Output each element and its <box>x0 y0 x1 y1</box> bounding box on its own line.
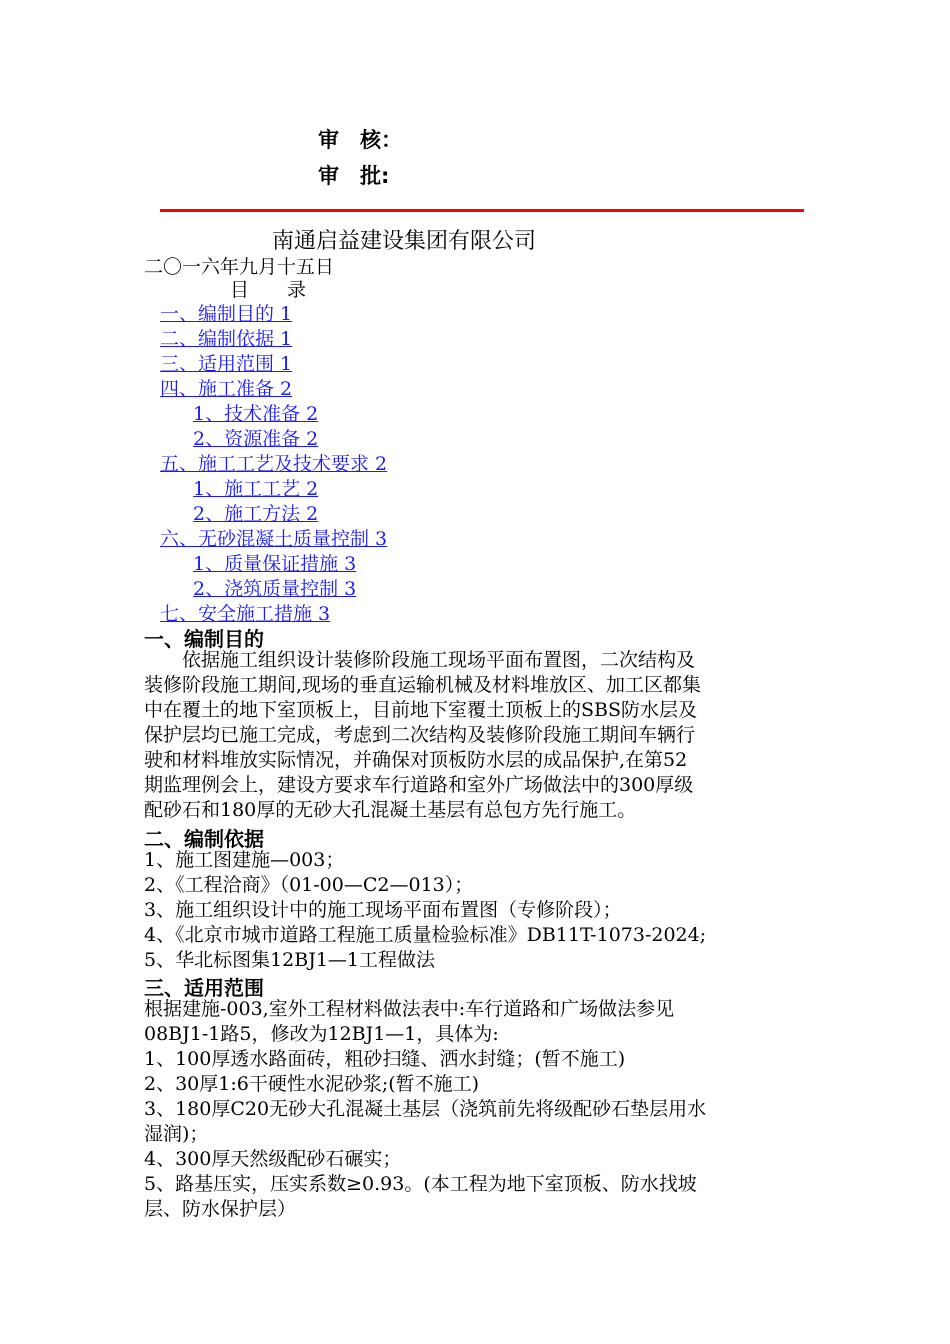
list-item: 2、30厚1:6干硬性水泥砂浆;(暂不施工) <box>144 1073 480 1095</box>
toc-link-method[interactable]: 2、施工方法 2 <box>193 503 319 525</box>
list-item: 2、《工程洽商》（01-00—C2—013）； <box>144 874 474 896</box>
section-body-purpose <box>144 648 804 823</box>
toc-link-purpose[interactable]: 一、编制目的 1 <box>160 303 293 325</box>
paragraph-line: 驶和材料堆放实际情况，并确保对顶板防水层的成品保护,在第52 <box>144 749 688 771</box>
list-item: 湿润)； <box>144 1123 209 1145</box>
section-heading-scope: 三、适用范围 <box>144 976 264 1000</box>
paragraph-line: 08BJ1-1路5，修改为12BJ1—1，具体为: <box>144 1023 499 1045</box>
toc-link-quality-control[interactable]: 六、无砂混凝土质量控制 3 <box>160 528 388 550</box>
list-item: 3、180厚C20无砂大孔混凝土基层（浇筑前先将级配砂石垫层用水 <box>144 1098 707 1120</box>
company-name: 南通启益建设集团有限公司 <box>272 229 537 254</box>
toc-link-preparation[interactable]: 四、施工准备 2 <box>160 378 293 400</box>
toc-link-process[interactable]: 1、施工工艺 2 <box>193 478 319 500</box>
section-body-basis <box>144 848 804 973</box>
toc-link-quality-assurance[interactable]: 1、质量保证措施 3 <box>193 553 357 575</box>
list-item: 3、施工组织设计中的施工现场平面布置图（专修阶段）； <box>144 899 622 921</box>
toc-link-resource-prep[interactable]: 2、资源准备 2 <box>193 428 319 450</box>
paragraph-line: 期监理例会上，建设方要求车行道路和室外广场做法中的300厚级 <box>144 774 694 796</box>
section-heading-purpose: 一、编制目的 <box>144 627 264 651</box>
section-heading-basis: 二、编制依据 <box>144 827 264 851</box>
review-signature-label: 审 核： <box>318 128 402 152</box>
list-item: 4、300厚天然级配砂石碾实； <box>144 1148 402 1170</box>
toc-link-technical-prep[interactable]: 1、技术准备 2 <box>193 403 319 425</box>
toc-link-pouring-quality[interactable]: 2、浇筑质量控制 3 <box>193 578 357 600</box>
paragraph-line: 依据施工组织设计装修阶段施工现场平面布置图，二次结构及 <box>144 649 696 671</box>
list-item: 5、华北标图集12BJ1—1工程做法 <box>144 949 436 971</box>
list-item: 4、《北京市城市道路工程施工质量检验标准》DB11T-1073-2024; <box>144 924 707 946</box>
paragraph-line: 保护层均已施工完成，考虑到二次结构及装修阶段施工期间车辆行 <box>144 724 696 746</box>
list-item: 层、防水保护层） <box>144 1198 297 1220</box>
paragraph-line: 装修阶段施工期间,现场的垂直运输机械及材料堆放区、加工区都集 <box>144 674 702 696</box>
section-body-scope <box>144 997 804 1222</box>
paragraph-line: 配砂石和180厚的无砂大孔混凝土基层有总包方先行施工。 <box>144 799 637 821</box>
red-divider <box>160 209 804 212</box>
toc-link-process-requirements[interactable]: 五、施工工艺及技术要求 2 <box>160 453 388 475</box>
document-date: 二〇一六年九月十五日 <box>144 256 335 278</box>
toc-link-basis[interactable]: 二、编制依据 1 <box>160 328 293 350</box>
paragraph-line: 中在覆土的地下室顶板上，目前地下室覆土顶板上的SBS防水层及 <box>144 699 697 721</box>
list-item: 1、施工图建施—003； <box>144 849 345 871</box>
approve-signature-label: 审 批: <box>318 164 390 188</box>
toc-title: 目 录 <box>230 279 307 301</box>
toc-link-scope[interactable]: 三、适用范围 1 <box>160 353 293 375</box>
list-item: 5、路基压实，压实系数≥0.93。(本工程为地下室顶板、防水找坡 <box>144 1173 697 1195</box>
toc-link-safety[interactable]: 七、安全施工措施 3 <box>160 603 331 625</box>
paragraph-line: 根据建施-003,室外工程材料做法表中:车行道路和广场做法参见 <box>144 998 675 1020</box>
list-item: 1、100厚透水路面砖，粗砂扫缝、洒水封缝；(暂不施工) <box>144 1048 626 1070</box>
